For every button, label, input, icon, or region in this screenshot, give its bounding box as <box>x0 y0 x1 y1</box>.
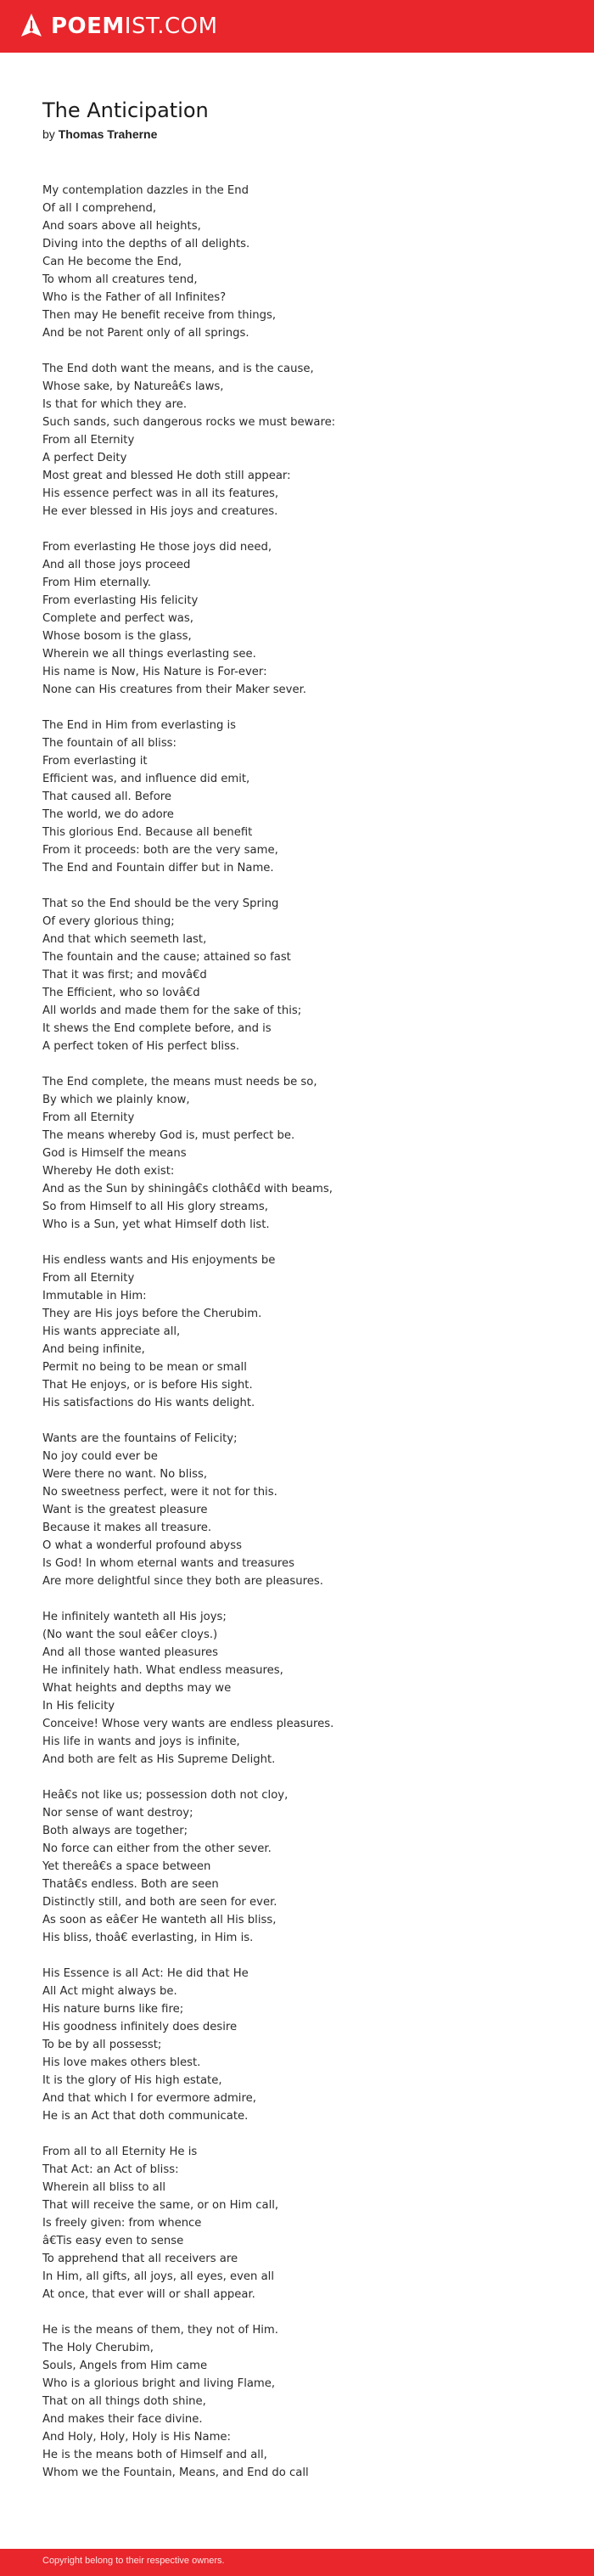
poem-line: The End in Him from everlasting is <box>42 719 237 732</box>
poem-line: And all those wanted pleasures <box>42 1646 218 1659</box>
poem-stanza <box>42 1786 569 1947</box>
poem-line: At once, that ever will or shall appear. <box>42 2288 255 2301</box>
poem-line: (No want the soul eâ€er cloys.) <box>42 1628 218 1641</box>
poem-line: Wherein all bliss to all <box>42 2181 166 2194</box>
poem-stanza <box>42 1608 569 1769</box>
poem-line: A perfect token of His perfect bliss. <box>42 1040 240 1053</box>
poem-line: And soars above all heights, <box>42 220 201 233</box>
poem-line: Is freely given: from whence <box>42 2217 202 2230</box>
poem-line: Permit no being to be mean or small <box>42 1361 247 1374</box>
site-footer <box>0 2549 594 2576</box>
poem-line: Distinctly still, and both are seen for ever. <box>42 1896 277 1909</box>
poem-line: â€Tis easy even to sense <box>42 2235 184 2247</box>
poem-line: It shews the End complete before, and is <box>42 1022 272 1035</box>
poem-line: What heights and depths may we <box>42 1682 232 1695</box>
poem-line: Heâ€s not like us; possession doth not cloy, <box>42 1789 289 1802</box>
poem-line: His love makes others blest. <box>42 2056 201 2069</box>
poem-line: His nature burns like fire; <box>42 2003 184 2016</box>
poem-line: By which we plainly know, <box>42 1094 190 1106</box>
poem-line: That Act: an Act of bliss: <box>42 2163 179 2176</box>
poem-line: And both are felt as His Supreme Delight. <box>42 1753 276 1766</box>
poem-line: His endless wants and His enjoyments be <box>42 1254 276 1267</box>
copyright-notice: Copyright belong to their respective owners. <box>42 2556 225 2566</box>
poem-line: Complete and perfect was, <box>42 612 193 625</box>
poem-line: That it was first; and movâ€d <box>42 969 207 981</box>
poem-line: The Efficient, who so lovâ€d <box>42 987 200 999</box>
poem-line: He infinitely hath. What endless measures, <box>42 1664 283 1677</box>
poem-line: He is the means of them, they not of Him. <box>42 2324 278 2337</box>
poem-line: And as the Sun by shiningâ€s clothâ€d with beams, <box>42 1183 333 1195</box>
poem-line: And all those joys proceed <box>42 559 191 571</box>
poem-line: His essence perfect was in all its features, <box>42 487 279 500</box>
poem-line: Wherein we all things everlasting see. <box>42 648 256 661</box>
poem-line: Are more delightful since they both are pleasures. <box>42 1575 323 1588</box>
poem-line: This glorious End. Because all benefit <box>42 826 253 839</box>
poem-line: In Him, all gifts, all joys, all eyes, even all <box>42 2270 274 2283</box>
poem-title: The Anticipation <box>42 98 209 122</box>
poem-line: And that which I for evermore admire, <box>42 2092 256 2105</box>
poem-line: From all Eternity <box>42 434 135 447</box>
by-label: by <box>42 127 55 141</box>
poem-line: He infinitely wanteth all His joys; <box>42 1611 227 1623</box>
poem-line: God is Himself the means <box>42 1147 187 1160</box>
poem-line: He ever blessed in His joys and creatures. <box>42 505 278 518</box>
poem-line: Then may He benefit receive from things, <box>42 309 277 322</box>
poem-body <box>42 182 569 2500</box>
poem-stanza <box>42 1430 569 1590</box>
poem-stanza <box>42 1073 569 1234</box>
poem-line: The End complete, the means must needs be so, <box>42 1076 317 1088</box>
site-logo-link[interactable] <box>19 12 218 41</box>
poem-line: Thatâ€s endless. Both are seen <box>42 1878 219 1891</box>
poem-line: In His felicity <box>42 1700 115 1713</box>
poem-line: Such sands, such dangerous rocks we must beware: <box>42 416 336 429</box>
poem-line: That He enjoys, or is before His sight. <box>42 1379 253 1392</box>
poem-line: Whose bosom is the glass, <box>42 630 192 643</box>
poem-stanza <box>42 360 569 520</box>
poem-line: And makes their face divine. <box>42 2413 203 2426</box>
poem-line: All Act might always be. <box>42 1985 177 1998</box>
poem-stanza <box>42 895 569 1055</box>
site-brand <box>51 12 218 41</box>
poem-line: Whom we the Fountain, Means, and End do call <box>42 2466 309 2479</box>
site-header <box>0 0 594 53</box>
poem-line: That will receive the same, or on Him call, <box>42 2199 279 2212</box>
poem-line: Yet thereâ€s a space between <box>42 1860 211 1873</box>
poem-line: From everlasting His felicity <box>42 594 199 607</box>
poem-stanza <box>42 538 569 699</box>
poem-line: He is the means both of Himself and all, <box>42 2449 267 2461</box>
poem-line: Whereby He doth exist: <box>42 1165 175 1178</box>
poem-line: No sweetness perfect, were it not for this. <box>42 1486 277 1499</box>
poem-line: And that which seemeth last, <box>42 933 207 946</box>
poem-line: And Holy, Holy, Holy is His Name: <box>42 2431 231 2444</box>
poem-line: None can His creatures from their Maker sever. <box>42 683 306 696</box>
poem-line: From all to all Eternity He is <box>42 2146 198 2158</box>
poem-line: From all Eternity <box>42 1272 135 1285</box>
poem-stanza <box>42 717 569 877</box>
poem-line: Because it makes all treasure. <box>42 1521 212 1534</box>
poem-line: His satisfactions do His wants delight. <box>42 1397 255 1409</box>
poem-stanza <box>42 2143 569 2303</box>
poem-line: The world, we do adore <box>42 808 174 821</box>
poem-line: Efficient was, and influence did emit, <box>42 773 250 785</box>
poem-line: His life in wants and joys is infinite, <box>42 1735 240 1748</box>
poem-line: That caused all. Before <box>42 790 172 803</box>
poem-line: Who is the Father of all Infinites? <box>42 291 227 304</box>
poem-line: No joy could ever be <box>42 1450 158 1463</box>
poem-line: His goodness infinitely does desire <box>42 2021 238 2033</box>
poem-line: O what a wonderful profound abyss <box>42 1539 242 1552</box>
poem-line: As soon as eâ€er He wanteth all His bliss, <box>42 1914 277 1926</box>
poem-line: His wants appreciate all, <box>42 1325 181 1338</box>
poem-line: Want is the greatest pleasure <box>42 1504 208 1516</box>
poem-line: And being infinite, <box>42 1343 145 1356</box>
poem-line: Is that for which they are. <box>42 398 188 411</box>
poem-line: The means whereby God is, must perfect be. <box>42 1129 295 1142</box>
poem-line: All worlds and made them for the sake of this; <box>42 1004 302 1017</box>
poem-stanza <box>42 2321 569 2482</box>
poem-line: Both always are together; <box>42 1825 188 1837</box>
poem-line: Souls, Angels from Him came <box>42 2359 208 2372</box>
poem-line: From it proceeds: both are the very same, <box>42 844 278 857</box>
poem-line: That on all things doth shine, <box>42 2395 206 2408</box>
poem-line: That so the End should be the very Spring <box>42 897 279 910</box>
poem-line: From all Eternity <box>42 1111 135 1124</box>
poem-stanza <box>42 1251 569 1412</box>
poem-line: His Essence is all Act: He did that He <box>42 1967 249 1980</box>
poem-line: They are His joys before the Cherubim. <box>42 1308 262 1320</box>
poem-line: Were there no want. No bliss, <box>42 1468 208 1481</box>
poem-line: His name is Now, His Nature is For-ever: <box>42 666 267 678</box>
poem-line: No force can either from the other sever. <box>42 1842 272 1855</box>
poem-author[interactable]: Thomas Traherne <box>58 127 158 141</box>
brand-light: IST.COM <box>124 14 218 39</box>
poem-line: Conceive! Whose very wants are endless pleasures. <box>42 1718 334 1730</box>
poem-line: Most great and blessed He doth still appear: <box>42 470 291 482</box>
poem-stanza <box>42 182 569 342</box>
poem-stanza <box>42 1965 569 2125</box>
poem-line: Of every glorious thing; <box>42 915 175 928</box>
poem-line: Can He become the End, <box>42 256 182 268</box>
poem-line: To apprehend that all receivers are <box>42 2253 238 2265</box>
poem-line: His bliss, thoâ€ everlasting, in Him is. <box>42 1932 254 1944</box>
byline <box>42 127 157 141</box>
poem-line: Who is a Sun, yet what Himself doth list. <box>42 1218 270 1231</box>
poem-line: The fountain and the cause; attained so fast <box>42 951 291 964</box>
poem-line: Is God! In whom eternal wants and treasures <box>42 1557 294 1570</box>
poem-line: Immutable in Him: <box>42 1290 147 1302</box>
poem-line: Diving into the depths of all delights. <box>42 238 250 250</box>
poem-line: The Holy Cherubim, <box>42 2342 154 2354</box>
poem-line: From everlasting it <box>42 755 148 768</box>
poem-line: So from Himself to all His glory streams, <box>42 1201 268 1213</box>
poem-line: My contemplation dazzles in the End <box>42 184 249 197</box>
poem-line: He is an Act that doth communicate. <box>42 2110 249 2123</box>
poem-line: To be by all possesst; <box>42 2039 162 2051</box>
poem-line: Of all I comprehend, <box>42 202 157 215</box>
poem-line: To whom all creatures tend, <box>42 273 198 286</box>
poem-line: From everlasting He those joys did need, <box>42 541 272 554</box>
poem-line: Wants are the fountains of Felicity; <box>42 1432 238 1445</box>
poem-line: A perfect Deity <box>42 452 127 464</box>
poem-line: And be not Parent only of all springs. <box>42 327 249 340</box>
poem-line: Nor sense of want destroy; <box>42 1807 193 1820</box>
poem-line: The End and Fountain differ but in Name. <box>42 862 274 875</box>
poem-line: Who is a glorious bright and living Flame, <box>42 2377 276 2390</box>
poem-line: It is the glory of His high estate, <box>42 2074 222 2087</box>
poem-line: The End doth want the means, and is the cause, <box>42 363 314 375</box>
poem-line: The fountain of all bliss: <box>42 737 177 750</box>
pen-nib-icon <box>19 13 44 40</box>
poem-line: Whose sake, by Natureâ€s laws, <box>42 380 224 393</box>
brand-bold: POEM <box>51 14 125 39</box>
poem-line: From Him eternally. <box>42 577 151 589</box>
